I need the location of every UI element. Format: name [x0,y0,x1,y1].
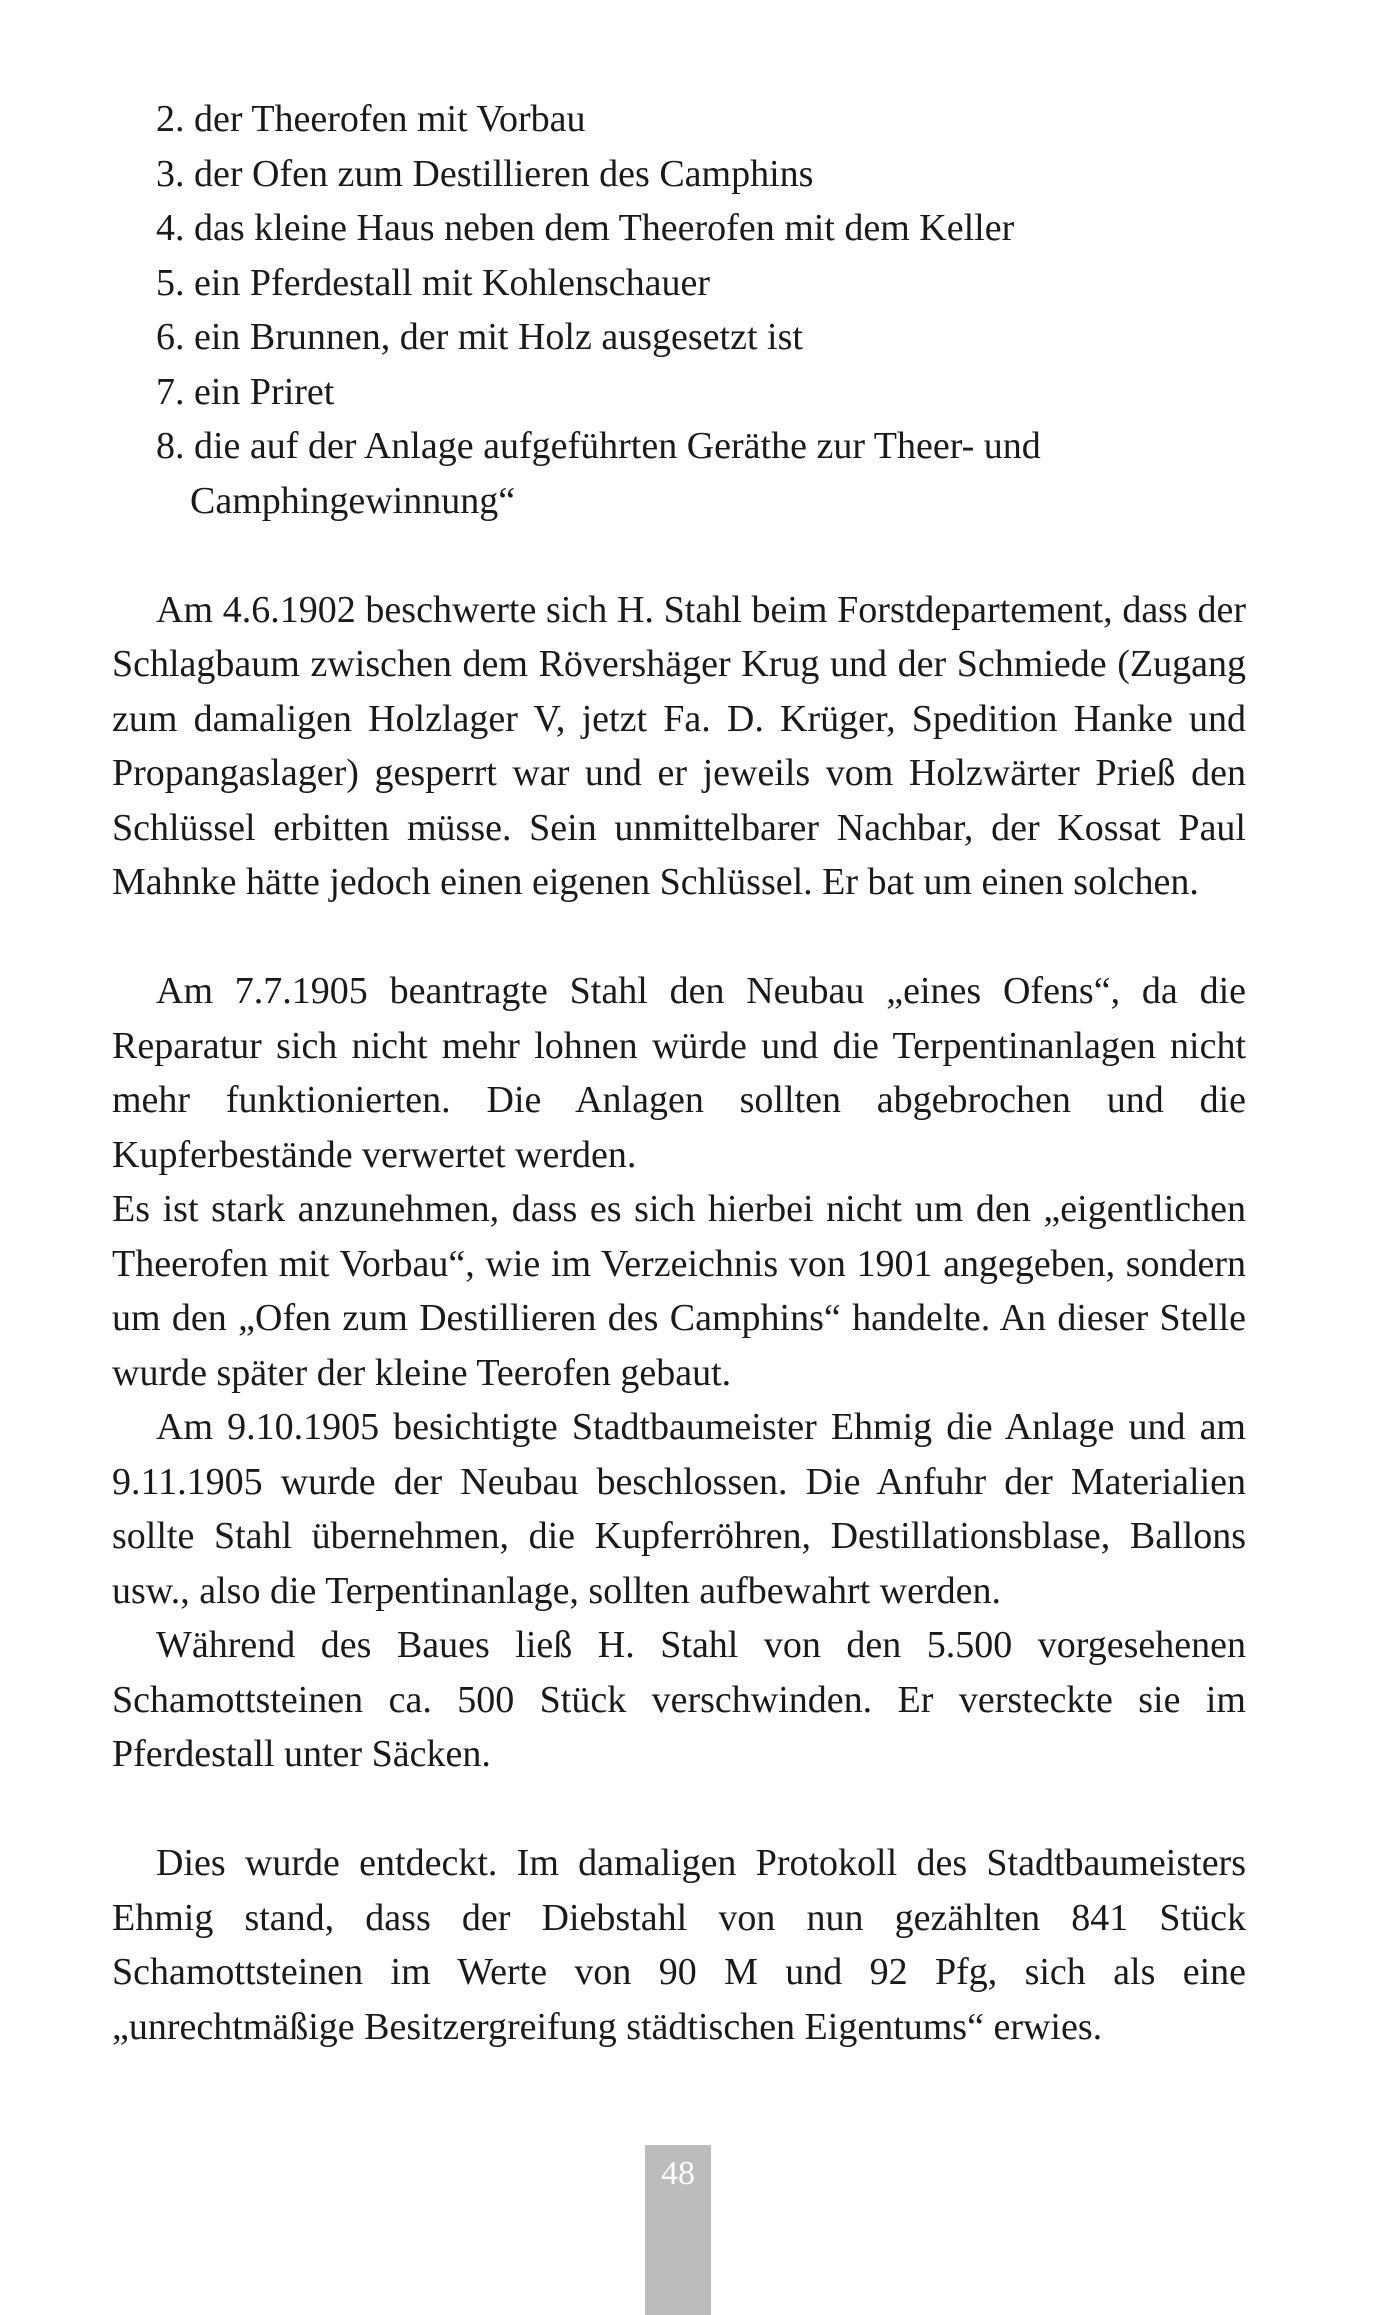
list-item-text: der Ofen zum Destillieren des Camphins [194,152,814,195]
list-item-number: 6. [156,316,185,358]
list-item-text: ein Pferdestall mit Kohlenschauer [194,261,711,304]
paragraph-gap [112,528,1246,583]
paragraph-assumption: Es ist stark anzunehmen, dass es sich hierbei nicht um den „eigentlichen Theerofen mit Vorbau“, wie im Verzeichnis von 1901 angegeben, sondern um den „Ofen zum Destillieren des Camphins“ handelte. An dieser Stelle wurde später der kleine Teerofen gebaut. [112,1188,1246,1394]
paragraph-inspection: Am 9.10.1905 besichtigte Stadtbaumeister Ehmig die Anlage und am 9.11.1905 wurde der Neubau beschlossen. Die Anfuhr der Materialien sollte Stahl übernehmen, die Kupferröhren, Destillationsblase, Ballons usw., also die Terpentinanlage, sollten aufbewahrt werden. [112,1406,1246,1612]
list-item-number: 8. [156,425,185,467]
list-item-continuation: Camphingewinnung“ [190,479,516,522]
list-item-number: 2. [156,98,185,140]
list-item-text: ein Brunnen, der mit Holz ausgesetzt ist [194,316,803,358]
list-item [156,310,1246,365]
inventory-list [112,92,1246,528]
page-body [112,92,1246,2054]
list-item [156,147,1246,202]
paragraph-theft: Während des Baues ließ H. Stahl von den 5.500 vorgesehenen Schamottsteinen ca. 500 Stück verschwinden. Er versteckte sie im Pferdestall unter Säcken. [112,1624,1246,1775]
list-item-number: 5. [156,261,185,304]
list-item-text: der Theerofen mit Vorbau [194,98,586,140]
list-item [156,92,1246,147]
list-item-number: 3. [156,152,185,195]
list-item [156,365,1246,420]
list-item-number: 4. [156,207,185,249]
list-item-text: das kleine Haus neben dem Theerofen mit dem Keller [194,207,1015,249]
list-item-text: ein Priret [194,370,335,413]
list-item [156,419,1246,528]
list-item-text: die auf der Anlage aufgeführten Geräthe zur Theer- und [194,425,1041,467]
paragraph-protocol: Dies wurde entdeckt. Im damaligen Protokoll des Stadtbaumeisters Ehmig stand, dass der Diebstahl von nun gezählten 841 Stück Schamottsteinen im Werte von 90 M und 92 Pfg, sich als eine „unrechtmäßige Besitzergreifung städtischen Eigentums“ erwies. [112,1842,1246,2048]
page-number: 48 [645,2145,711,2315]
list-item [156,201,1246,256]
list-item [156,256,1246,311]
paragraph-1902-complaint: Am 4.6.1902 beschwerte sich H. Stahl beim Forstdepartement, dass der Schlagbaum zwischen dem Rövershäger Krug und der Schmiede (Zugang zum damaligen Holzlager V, jetzt Fa. D. Krüger, Spedition Hanke und Propangaslager) gesperrt war und er jeweils vom Holzwärter Prieß den Schlüssel erbitten müsse. Sein unmittelbarer Nachbar, der Kossat Paul Mahnke hätte jedoch einen eigenen Schlüssel. Er bat um einen solchen. [112,588,1246,903]
paragraph-1905-application: Am 7.7.1905 beantragte Stahl den Neubau „eines Ofens“, da die Reparatur sich nicht mehr lohnen würde und die Terpentinanlagen nicht mehr funktionierten. Die Anlagen sollten abgebrochen und die Kupferbestände verwertet werden. [112,970,1246,1176]
paragraph-gap [112,910,1246,965]
list-item-number: 7. [156,370,185,413]
paragraph-gap [112,1782,1246,1837]
